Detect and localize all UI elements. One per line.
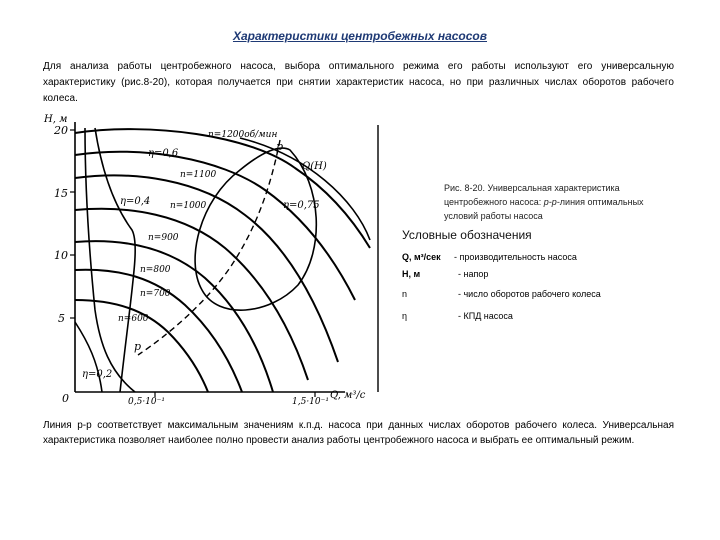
intro-paragraph: Для анализа работы центробежного насоса, выбора оптимального режима его работы используют его универсальную характеристику (рис.8-20), которая получается при снятии характеристик насоса, но при различных числах оборотов рабочего колеса. bbox=[43, 61, 674, 104]
legend-description: - КПД насоса bbox=[458, 311, 513, 321]
legend-description: - число оборотов рабочего колеса bbox=[458, 289, 601, 299]
p-label-bottom: p bbox=[134, 340, 142, 353]
universal-characteristic-figure bbox=[40, 110, 385, 410]
speed-label: n=1100 bbox=[180, 170, 217, 180]
eff-label: η=0,2 bbox=[82, 369, 113, 380]
curve-eta-0-4 bbox=[85, 128, 135, 392]
speed-label: n=700 bbox=[140, 289, 171, 299]
eff-label: η=0,75 bbox=[283, 200, 320, 211]
legend-symbol: H, м bbox=[402, 269, 421, 279]
legend-symbol: Q, м³/сек bbox=[402, 252, 441, 262]
legend-symbol: n bbox=[402, 289, 408, 299]
legend-description: - напор bbox=[458, 269, 489, 279]
y-tick-label: 0 bbox=[62, 392, 69, 405]
speed-label: n=1000 bbox=[170, 201, 207, 211]
speed-label: n=800 bbox=[140, 265, 171, 275]
curve-n-900 bbox=[75, 209, 308, 380]
legend-symbol: η bbox=[402, 311, 408, 321]
y-tick-label: 10 bbox=[54, 249, 68, 262]
page-title: Характеристики центробежных насосов bbox=[232, 29, 488, 43]
x-tick-label: 0,5·10⁻¹ bbox=[128, 397, 165, 407]
y-tick-label: 20 bbox=[54, 124, 68, 137]
axis-h-label: H, м bbox=[44, 114, 68, 125]
x-tick-label: 1,5·10⁻¹ bbox=[292, 397, 329, 407]
y-tick-label: 5 bbox=[58, 312, 65, 325]
caption-prefix: Рис. 8-20. Универсальная характеристика центробежного насоса: bbox=[444, 183, 620, 207]
conclusion-paragraph: Линия р-р соответствует максимальным значениям к.п.д. насоса при данных числах оборотов рабочего колеса. Универсальная характеристика позволяет наиболее полно провести анализ работы центробежного насоса и выбрать ее оптимальный режим. bbox=[43, 420, 674, 446]
eff-label: η=0,6 bbox=[148, 148, 179, 159]
p-label-top: p bbox=[276, 140, 284, 153]
q-h-label: Q(H) bbox=[302, 161, 327, 172]
caption-suffix: -линия оптимальных условий работы насоса bbox=[444, 197, 644, 221]
curve-n-1200 bbox=[75, 129, 370, 248]
legend-description: - производительность насоса bbox=[454, 252, 577, 262]
caption-italic: р-р bbox=[543, 197, 557, 207]
figure-caption bbox=[444, 181, 664, 223]
speed-label: n=900 bbox=[148, 233, 179, 243]
legend-title: Условные обозначения bbox=[402, 228, 532, 242]
curve-eta-0-6 bbox=[95, 128, 135, 392]
eff-label: η=0,4 bbox=[120, 196, 151, 207]
curve-eta-0-2 bbox=[75, 322, 102, 392]
speed-label: n=600 bbox=[118, 314, 149, 324]
speed-label: n=1200об/мин bbox=[208, 130, 278, 140]
y-tick-label: 15 bbox=[54, 187, 68, 200]
axis-q-label: Q, м³/с bbox=[330, 390, 366, 401]
